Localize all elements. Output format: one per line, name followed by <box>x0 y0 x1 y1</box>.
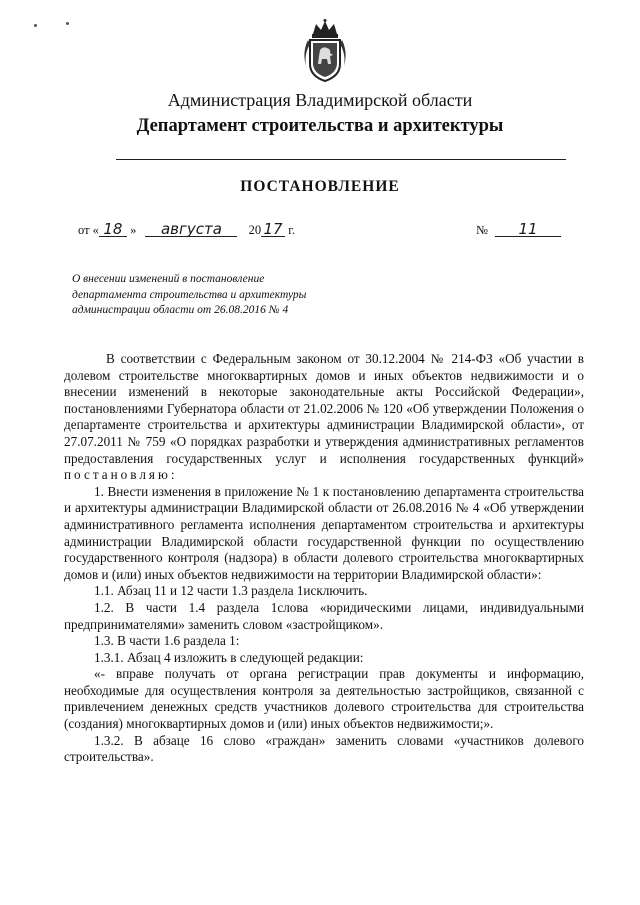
header-divider <box>116 159 566 160</box>
paragraph-1-2: 1.2. В части 1.4 раздела 1слова «юридическими лицами, индивидуальными предпринимателями» заменить словом «застройщиком». <box>64 599 584 632</box>
date-suffix: г. <box>288 223 296 237</box>
document-type-title: ПОСТАНОВЛЕНИЕ <box>240 178 400 195</box>
number-label: № <box>476 223 488 237</box>
paragraph-1-3-1: 1.3.1. Абзац 4 изложить в следующей редакции: <box>94 649 364 665</box>
coat-of-arms-emblem <box>300 18 350 84</box>
date-mid: » <box>130 223 137 237</box>
scan-speck <box>66 22 69 25</box>
document-subject: О внесении изменений в постановление департамента строительства и архитектуры администрации области от 26.08.2016 № 4 <box>72 273 307 316</box>
paragraph-1-3-2: 1.3.2. В абзаце 16 слово «граждан» заменить словами «участников долевого строительства». <box>64 732 584 765</box>
paragraph-1-1: 1.1. Абзац 11 и 12 части 1.3 раздела 1исключить. <box>94 583 368 599</box>
date-month: августа <box>145 222 237 237</box>
preamble-text: В соответствии с Федеральным законом от 30.12.2004 № 214-ФЗ «Об участии в долевом строительстве многоквартирных домов и иных объектов недвижимости и о внесении изменений в некоторые законодательные акты Российской Федерации», постановлениями Губернатора области от 21.02.2006 № 120 «Об утверждении Положения о департаменте строительства и архитектуры администрации Владимирской области», от 27.07.2011 № 759 «О порядках разработки и утверждения административных регламентов предоставления государственных услуг и исполнения государственных функций» <box>64 351 584 466</box>
preamble-paragraph <box>64 351 584 484</box>
date-line <box>78 222 295 238</box>
date-year-prefix: 20 <box>248 223 262 237</box>
organization-name: Администрация Владимирской области <box>167 90 473 110</box>
paragraph-1: 1. Внести изменения в приложение № 1 к постановлению департамента строительства и архитектуры администрации Владимирской области от 26.08.2016 № 4 «Об утверждении административного регламента исполнения департаментом строительства и архитектуры администрации Владимирской области государственной функции по осуществлению государственного контроля (надзора) в области долевого строительства многоквартирных домов и (или) иных объектов недвижимости на территории Владимирской области»: <box>64 483 584 582</box>
quoted-text: «- вправе получать от органа регистрации прав документы и информацию, необходимые для осуществления контроля за деятельностью застройщиков, связанной с привлечением денежных средств участников долевого строительства для строительства (создания) многоквартирных домов и (или) иных объектов недвижимости;». <box>64 666 584 732</box>
document-body <box>64 351 584 766</box>
number-value: 11 <box>495 222 561 237</box>
date-year: 17 <box>261 222 285 237</box>
document-number <box>476 222 561 238</box>
scan-speck <box>34 24 37 27</box>
date-prefix: от « <box>78 223 99 237</box>
resolve-word: постановляю: <box>64 467 178 483</box>
department-name: Департамент строительства и архитектуры <box>136 116 504 136</box>
date-day: 18 <box>99 222 127 237</box>
paragraph-1-3: 1.3. В части 1.6 раздела 1: <box>94 633 240 649</box>
